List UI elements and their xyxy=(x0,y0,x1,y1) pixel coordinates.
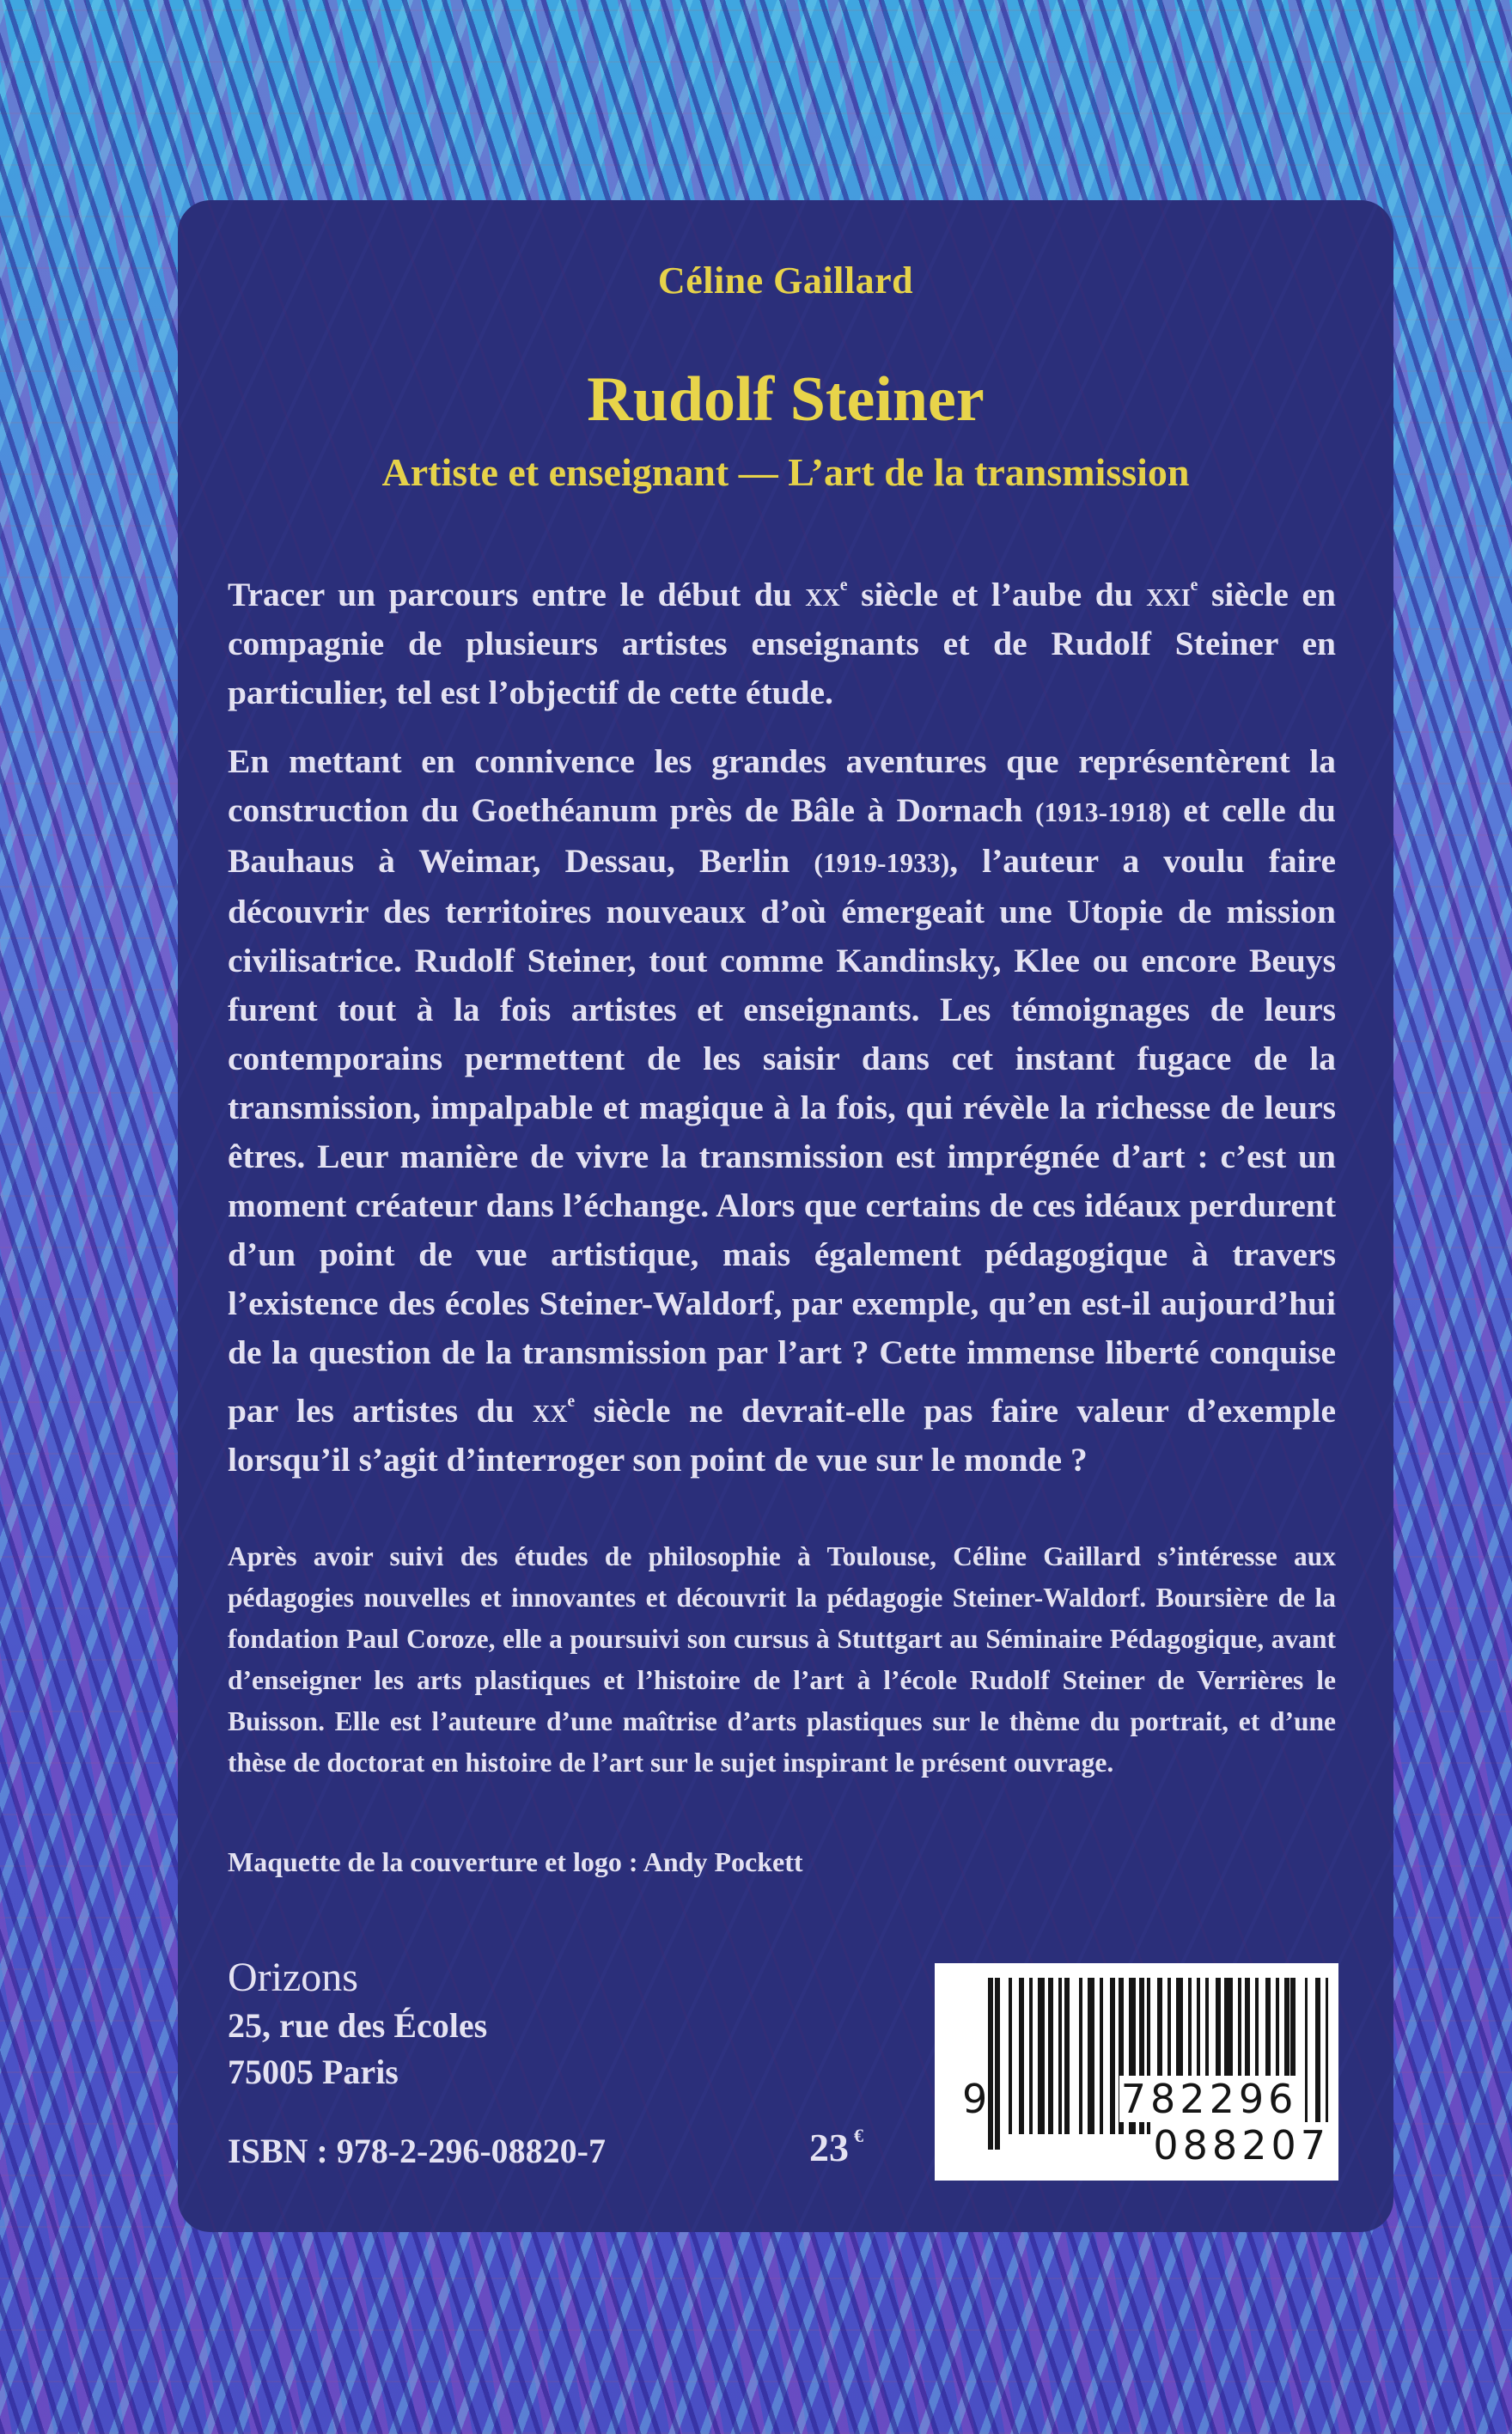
price-label xyxy=(809,2125,863,2170)
publisher-block xyxy=(228,1953,487,2095)
publisher-name: Orizons xyxy=(228,1955,358,2000)
isbn-barcode xyxy=(935,1963,1338,2181)
barcode-first-digit: 9 xyxy=(962,2076,992,2122)
cover-design-credit: Maquette de la couverture et logo : Andy Pockett xyxy=(228,1846,803,1877)
publisher-address-street: 25, rue des Écoles xyxy=(228,2006,488,2045)
price-amount: 23 xyxy=(809,2126,849,2169)
book-title: Rudolf Steiner xyxy=(587,364,985,435)
euro-currency-icon: € xyxy=(854,2125,863,2146)
publisher-address-city: 75005 Paris xyxy=(228,2053,399,2091)
author-biography: Après avoir suivi des études de philosophie à Toulouse, Céline Gaillard s’intéresse aux pédagogies nouvelles et innovantes et découvrit la pédagogie Steiner-Waldorf. Boursière de la fondation Paul Coroze, elle a poursuivi son cursus à Stuttgart au Séminaire Pédagogique, avant d’enseigner les arts plastiques et l’histoire de l’art à l’école Rudolf Steiner de Verrières le Buisson. Elle est l’auteure d’une maîtrise d’arts plastiques sur le thème du portrait, et d’une thèse de doctorat en histoire de l’art sur le sujet inspirant le présent ouvrage. xyxy=(228,1541,1336,1778)
author-name: Céline Gaillard xyxy=(657,259,914,302)
isbn-label: ISBN : 978-2-296-08820-7 xyxy=(228,2132,606,2170)
back-cover-panel xyxy=(178,200,1393,2232)
barcode-group-2: 088207 xyxy=(1153,2122,1330,2169)
barcode-digits xyxy=(935,2076,1332,2169)
barcode-group-1: 782296 xyxy=(1120,2076,1298,2122)
blurb-paragraph-1: Tracer un parcours entre le début du $xx^e$ siècle et l’aube du xxi$^e$ siècle en compagnie de plusieurs artistes enseignants et de Rudolf Steiner en particulier, tel est l’objectif de cette étude. xyxy=(228,575,1336,711)
book-subtitle: Artiste et enseignant — L’art de la transmission xyxy=(381,450,1190,494)
blurb-paragraph-2: En mettant en connivence les grandes aventures que représentèrent la construction du Goethéanum près de Bâle à Dornach (1913-1918) et celle du Bauhaus à Weimar, Dessau, Berlin (1919-1933), l’auteur a voulu faire découvrir des territoires nouveaux d’où émergeait une Utopie de mission civilisatrice. Rudolf Steiner, tout comme Kandinsky, Klee ou encore Beuys furent tout à la fois artistes et enseignants. Les témoignages de leurs contemporains permettent de les saisir dans cet instant fugace de la transmission, impalpable et magique à la fois, qui révèle la richesse de leurs êtres. Leur manière de vivre la transmission est imprégnée d’art : c’est un moment créateur dans l’échange. Alors que certains de ces idéaux perdurent d’un point de vue artistique, mais également pédagogique à travers l’existence des écoles Steiner-Waldorf, par exemple, qu’en est-il aujourd’hui de la question de la transmission par l’art ? Cette immense liberté conquise par les artistes du $xx^e$ siècle ne devrait-elle pas faire valeur d’exemple lorsqu’il s’agit d’interroger son point de vue sur le monde ? xyxy=(228,742,1337,1479)
